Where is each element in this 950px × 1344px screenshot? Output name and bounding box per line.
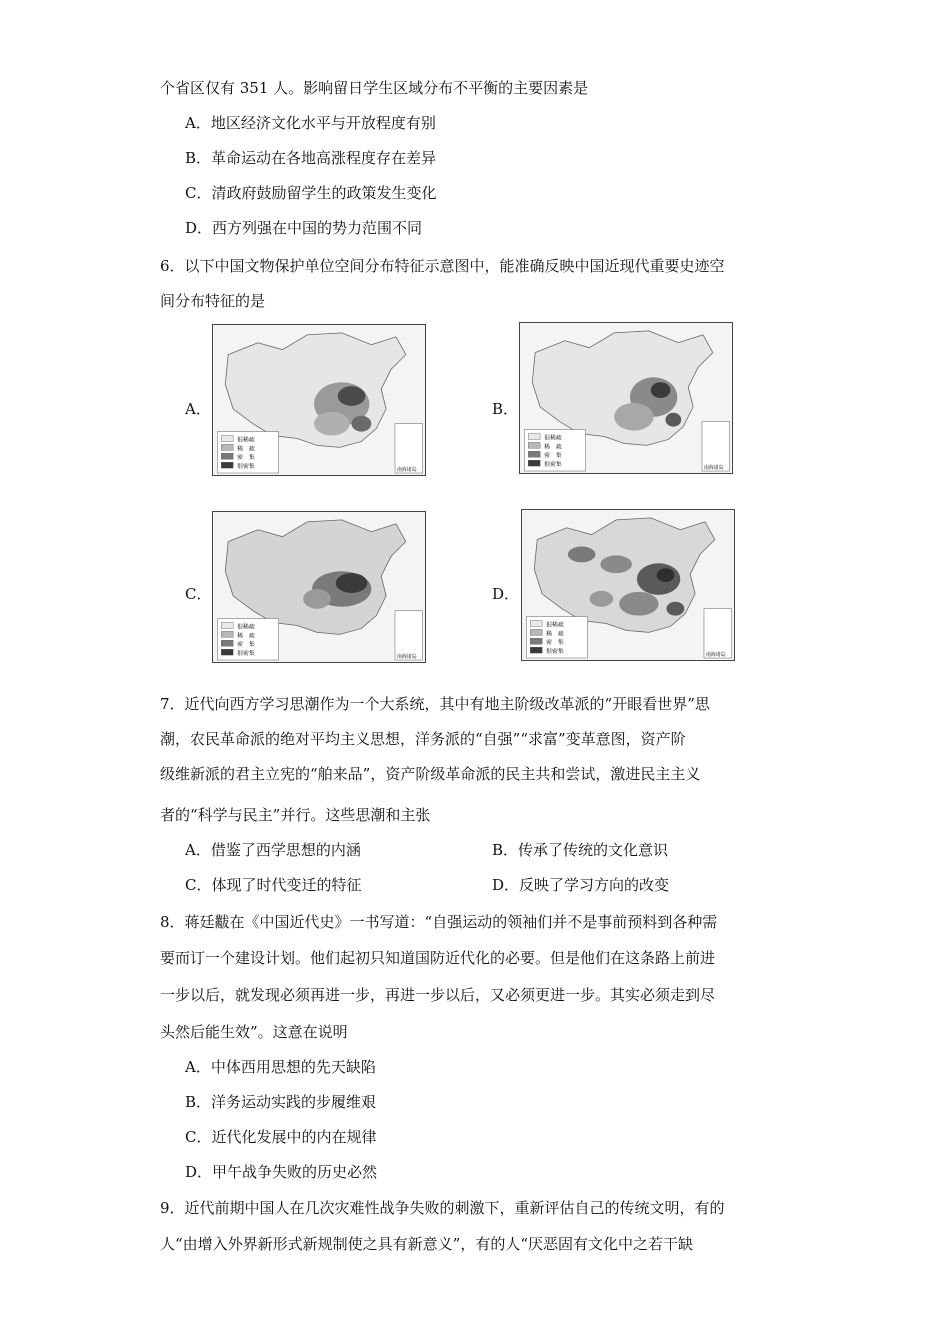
- q8-line-4: 头然后能生效”。这意在说明: [160, 1023, 348, 1041]
- q8-option-a: A．中体西用思想的先天缺陷: [185, 1058, 376, 1076]
- q6-label-b: B．: [492, 400, 519, 418]
- q8-option-c: C．近代化发展中的内在规律: [185, 1128, 377, 1146]
- map-b: [519, 322, 733, 474]
- q6-label-d: D．: [492, 585, 520, 603]
- map-d-legend-2: 稀 疏: [546, 631, 564, 638]
- map-a: [212, 324, 426, 476]
- q9-line-1: 9．近代前期中国人在几次灾难性战争失败的刺激下，重新评估自己的传统文明，有的: [160, 1199, 725, 1217]
- q8-line-1: 8．蒋廷黻在《中国近代史》一书写道：“自强运动的领袖们并不是事前预料到各种需: [160, 913, 718, 931]
- map-c-legend-3: 密 集: [237, 642, 255, 649]
- map-b-inset-caption: 南海诸岛: [703, 465, 724, 472]
- map-d-legend-4: 很密集: [546, 649, 564, 656]
- q7-option-a: A．借鉴了西学思想的内涵: [185, 841, 361, 859]
- map-c-legend-4: 很密集: [237, 651, 255, 658]
- q9-line-2: 人“由增入外界新形式新规制使之具有新意义”，有的人“厌恶固有文化中之若干缺: [160, 1235, 694, 1253]
- map-b-legend-2: 稀 疏: [544, 444, 562, 451]
- map-b-legend-3: 密 集: [544, 453, 562, 460]
- q7-line-2: 潮，农民革命派的绝对平均主义思想，洋务派的“自强”“求富”变革意图，资产阶: [160, 730, 686, 748]
- q8-option-b: B．洋务运动实践的步履维艰: [185, 1093, 377, 1111]
- q7-option-d: D．反映了学习方向的改变: [492, 876, 670, 894]
- map-c-legend-1: 很稀疏: [237, 624, 255, 631]
- map-a-legend-2: 稀 疏: [237, 446, 255, 453]
- q5-option-a: A．地区经济文化水平与开放程度有别: [185, 114, 436, 132]
- q5-option-d: D．西方列强在中国的势力范围不同: [185, 219, 423, 237]
- q7-line-1: 7．近代向西方学习思潮作为一个大系统，其中有地主阶级改革派的“开眼看世界”思: [160, 695, 710, 713]
- q7-option-c: C．体现了时代变迁的特征: [185, 876, 362, 894]
- q6-label-a: A．: [185, 400, 211, 418]
- map-c-inset-caption: 南海诸岛: [396, 654, 417, 661]
- map-b-legend-1: 很稀疏: [544, 435, 562, 442]
- q8-line-3: 一步以后，就发现必须再进一步，再进一步以后，又必须更进一步。其实必须走到尽: [160, 986, 716, 1004]
- q8-option-d: D．甲午战争失败的历史必然: [185, 1163, 378, 1181]
- q5-option-c: C．清政府鼓励留学生的政策发生变化: [185, 184, 437, 202]
- map-c: [212, 511, 426, 663]
- q6-label-c: C．: [185, 585, 212, 603]
- q5-stem-tail: 个省区仅有 351 人。影响留日学生区域分布不平衡的主要因素是: [160, 79, 589, 97]
- q7-option-b: B．传承了传统的文化意识: [492, 841, 669, 859]
- map-d-inset-caption: 南海诸岛: [705, 652, 726, 659]
- q8-line-2: 要而订一个建设计划。他们起初只知道国防近代化的必要。但是他们在这条路上前进: [160, 949, 716, 967]
- q5-option-b: B．革命运动在各地高涨程度存在差异: [185, 149, 437, 167]
- map-d-legend-3: 密 集: [546, 640, 564, 647]
- q7-line-4: 者的“科学与民主”并行。这些思潮和主张: [160, 806, 431, 824]
- map-a-legend-4: 很密集: [237, 464, 255, 471]
- map-c-legend-2: 稀 疏: [237, 633, 255, 640]
- q6-stem-line2: 间分布特征的是: [160, 292, 266, 310]
- map-a-inset-caption: 南海诸岛: [396, 467, 417, 474]
- map-a-legend-1: 很稀疏: [237, 437, 255, 444]
- map-a-legend-3: 密 集: [237, 455, 255, 462]
- map-d-legend-1: 很稀疏: [546, 622, 564, 629]
- map-d: [521, 509, 735, 661]
- map-b-legend-4: 很密集: [544, 462, 562, 469]
- q6-stem-line1: 6．以下中国文物保护单位空间分布特征示意图中，能准确反映中国近现代重要史迹空: [160, 257, 725, 275]
- q7-line-3: 级维新派的君主立宪的“舶来品”，资产阶级革命派的民主共和尝试，激进民主主义: [160, 765, 701, 783]
